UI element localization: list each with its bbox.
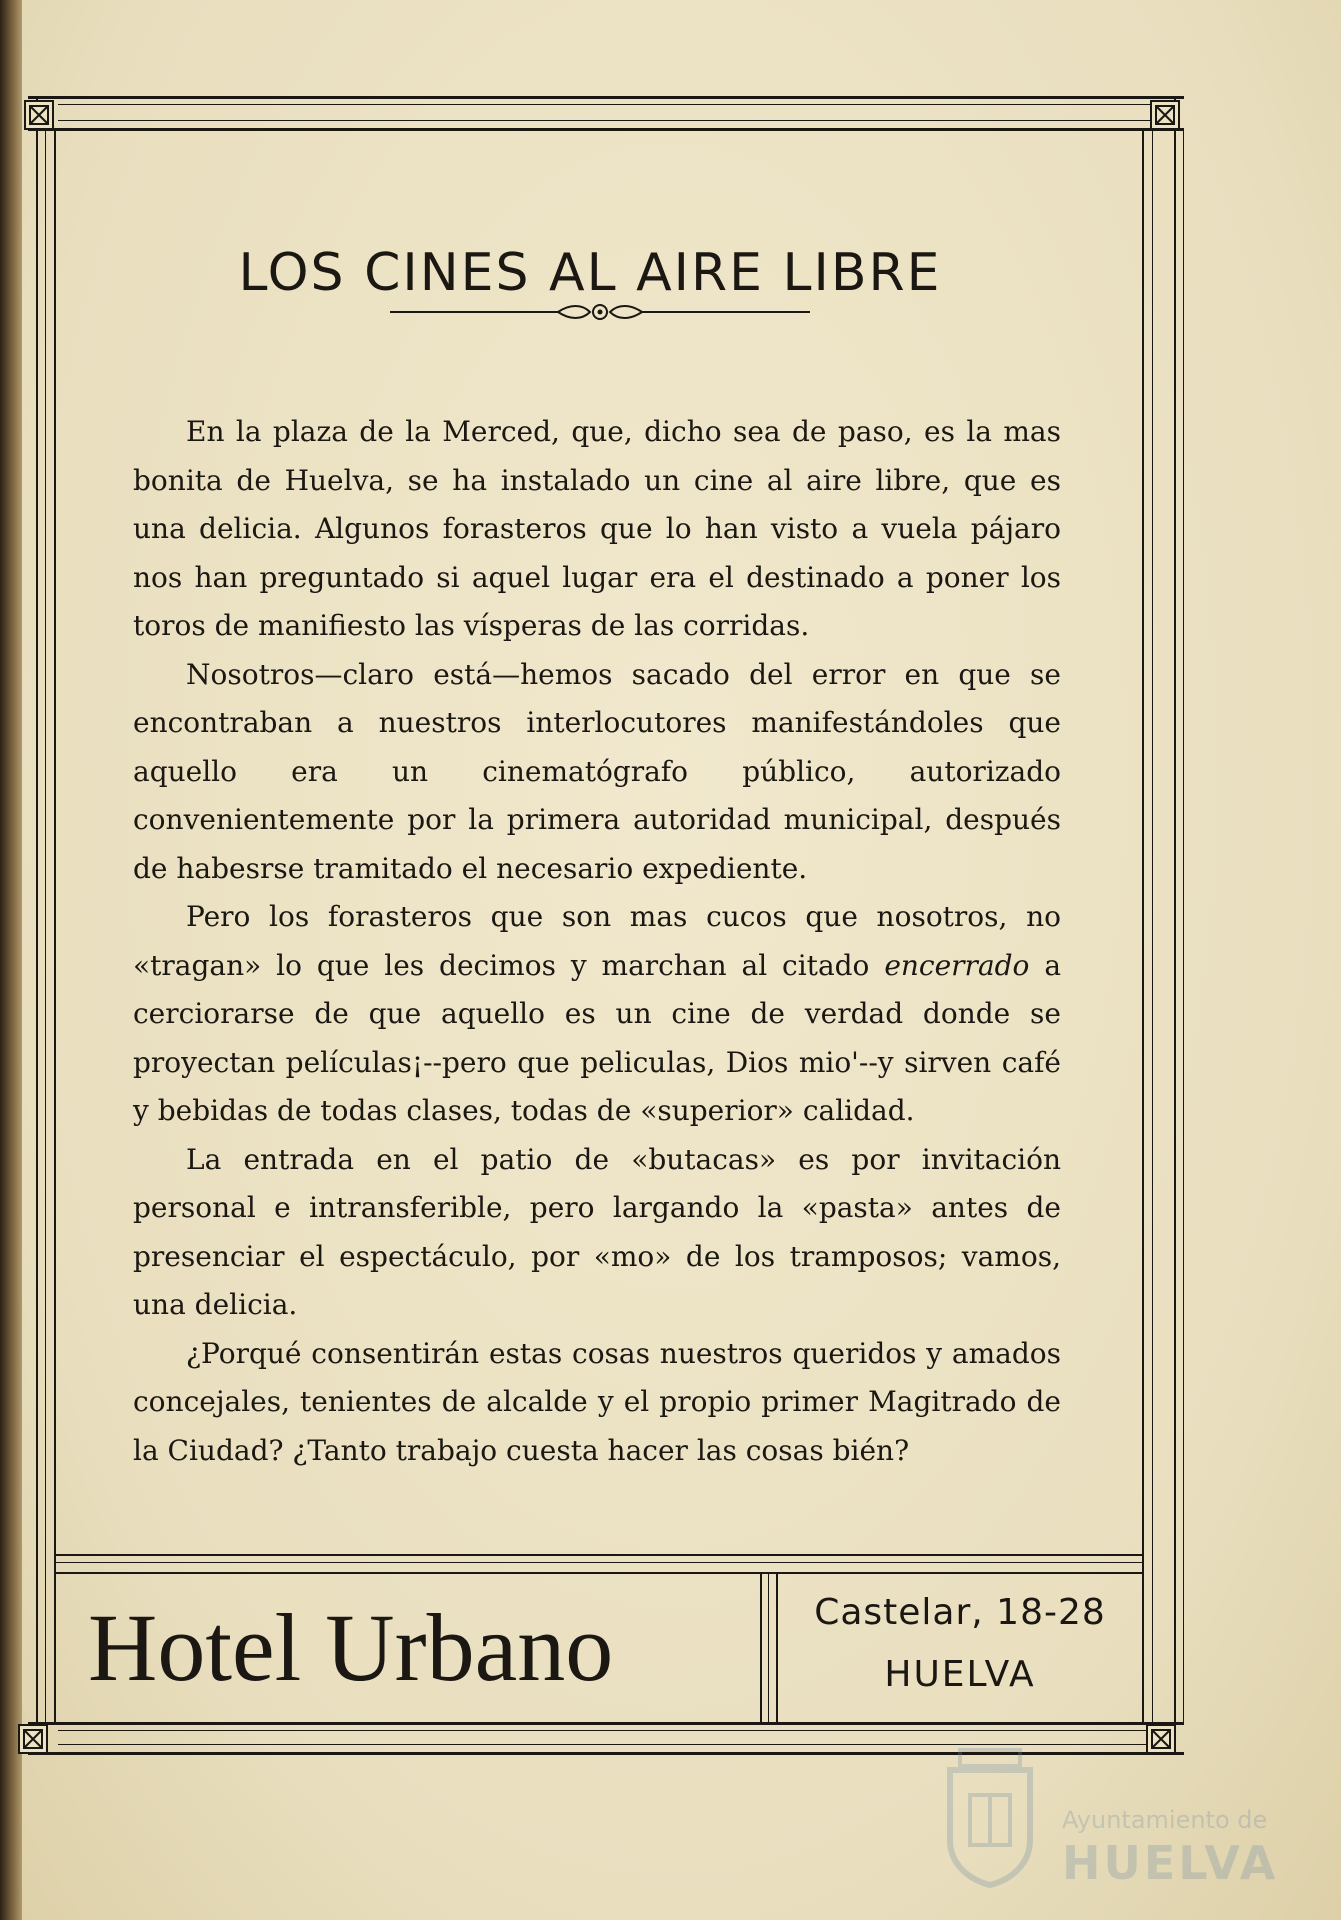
paragraph-text: Pero los forasteros que son mas cucos que nosotros, no «tragan» lo que les decimos y marchan al citado [133, 900, 1061, 982]
corner-ornament-icon [24, 100, 54, 130]
book-binding [0, 0, 22, 1920]
paragraph-text: a cerciorarse de que aquello es un cine de verdad donde se proyectan películas¡--pero que peliculas, Dios mio'--y sirven café y bebidas de todas clases, todas de «superior» calidad. [133, 948, 1062, 1127]
paragraph: ¿Porqué consentirán estas cosas nuestros queridos y amados concejales, tenientes de alcalde y el propio primer Magitrado de la Ciudad? ¿Tanto trabajo cuesta hacer las cosas bién? [133, 1336, 1061, 1467]
emphasized-word: encerrado [884, 948, 1030, 982]
hotel-address [790, 1588, 1130, 1700]
title-ornament-icon [390, 300, 810, 324]
address-city: HUELVA [884, 1654, 1036, 1695]
corner-ornament-icon [18, 1724, 48, 1754]
corner-ornament-icon [1150, 100, 1180, 130]
paragraph: En la plaza de la Merced, que, dicho sea de paso, es la mas bonita de Huelva, se ha instalado un cine al aire libre, que es una delicia. Algunos forasteros que lo han visto a vuela pájaro nos han preguntado si aquel lugar era el destinado a poner los toros de manifiesto las vísperas de las corridas. [133, 415, 1061, 642]
paragraph: La entrada en el patio de «butacas» es por invitación personal e intransferible, pero largando la «pasta» antes de presenciar el espectáculo, por «mo» de los tramposos; vamos, una delicia. [133, 1142, 1061, 1321]
city-shield-icon [930, 1740, 1050, 1890]
watermark-line2: HUELVA [1062, 1836, 1279, 1890]
address-street: Castelar, 18-28 [814, 1592, 1106, 1633]
watermark-line1: Ayuntamiento de [1062, 1806, 1268, 1834]
paragraph: Nosotros—claro está—hemos sacado del error en que se encontraban a nuestros interlocutores manifestándoles que aquello era un cinematógrafo público, autorizado convenientemente por la primera autoridad municipal, después de habesrse tramitado el necesario expediente. [133, 657, 1061, 885]
paragraph [133, 893, 1061, 1136]
hotel-name: Hotel Urbano [88, 1594, 614, 1701]
archive-watermark [930, 1740, 1330, 1900]
article-body [133, 408, 1061, 1475]
article-title: LOS CINES AL AIRE LIBRE [238, 242, 942, 303]
